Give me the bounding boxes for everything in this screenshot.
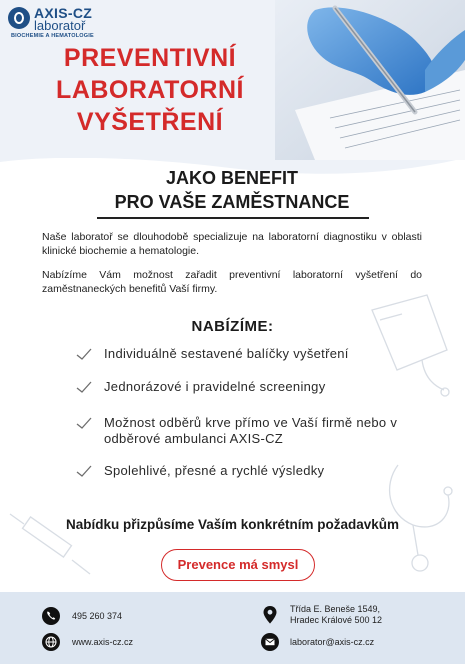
subheadline-line: PRO VAŠE ZAMĚSTNANCE bbox=[114, 192, 350, 212]
phone-icon bbox=[42, 607, 60, 625]
closing-statement: Nabídku přizpůsíme Vaším konkrétním požadavkům bbox=[65, 517, 400, 532]
logo-subtitle: laboratoř bbox=[34, 18, 86, 33]
logo-name: AXIS-CZ bbox=[34, 5, 93, 21]
divider bbox=[97, 217, 369, 219]
checkmark-icon bbox=[76, 416, 92, 430]
checkmark-icon bbox=[76, 464, 92, 478]
address-line: Třída E. Beneše 1549, bbox=[290, 604, 381, 614]
intro-paragraph: Nabízíme Vám možnost zařadit preventivní laboratorní vyšetření do zaměstnaneckých benefitů Vaší firmy. bbox=[42, 269, 422, 295]
intro-paragraph: Naše laboratoř se dlouhodobě specializuje na laboratorní diagnostiku v oblasti klinické biochemie a hematologie. bbox=[42, 231, 422, 257]
globe-icon bbox=[42, 633, 60, 651]
hero-photo bbox=[275, 0, 465, 160]
location-pin-icon bbox=[261, 605, 279, 623]
email-link[interactable]: laborator@axis-cz.cz bbox=[290, 637, 375, 647]
address-line: Hradec Králové 500 12 bbox=[290, 615, 383, 625]
headline-line: VYŠETŘENÍ bbox=[76, 108, 224, 136]
checkmark-icon bbox=[76, 347, 92, 361]
phone-number[interactable]: 495 260 374 bbox=[72, 611, 123, 621]
subheadline-line: JAKO BENEFIT bbox=[165, 168, 298, 188]
envelope-icon bbox=[261, 633, 279, 651]
contact-footer bbox=[0, 592, 465, 664]
cta-button[interactable]: Prevence má smysl bbox=[161, 549, 315, 581]
list-item-text: Možnost odběrů krve přímo ve Vaší firmě nebo v odběrové ambulanci AXIS-CZ bbox=[104, 415, 398, 446]
logo-icon bbox=[8, 7, 30, 29]
headline-line: LABORATORNÍ bbox=[56, 76, 244, 104]
company-logo bbox=[8, 5, 138, 41]
list-item-text: Individuálně sestavené balíčky vyšetření bbox=[104, 346, 349, 361]
address bbox=[290, 604, 382, 626]
website-link[interactable]: www.axis-cz.cz bbox=[72, 637, 134, 647]
subheadline bbox=[62, 166, 402, 214]
checkmark-icon bbox=[76, 380, 92, 394]
list-item-text: Jednorázové i pravidelné screeningy bbox=[104, 379, 326, 394]
syringe-decoration bbox=[2, 500, 97, 590]
headline bbox=[0, 42, 300, 138]
headline-line: PREVENTIVNÍ bbox=[63, 44, 237, 72]
offer-title: NABÍZÍME: bbox=[191, 318, 274, 335]
logo-tagline: BIOCHEMIE A HEMATOLOGIE bbox=[11, 33, 94, 39]
list-item-text: Spolehlivé, přesné a rychlé výsledky bbox=[104, 463, 325, 478]
